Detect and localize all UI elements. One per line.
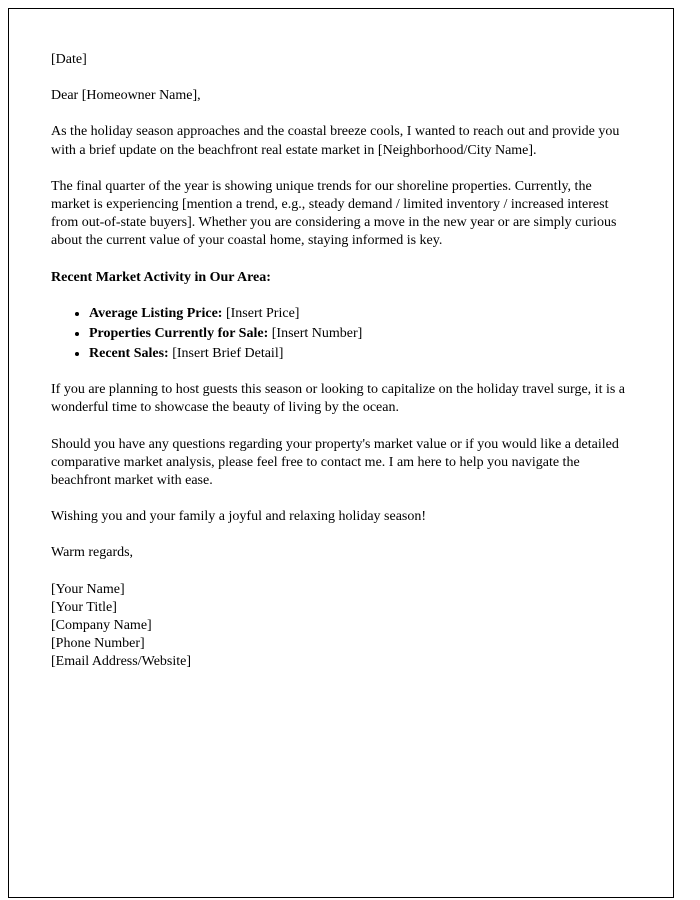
- bullet-value-recent-sales: [Insert Brief Detail]: [168, 346, 284, 362]
- signature-email-placeholder: [Email Address/Website]: [51, 654, 192, 670]
- paragraph-holiday-wishes: Wishing you and your family a joyful and relaxing holiday season!: [51, 509, 427, 525]
- signature-company-placeholder: [Company Name]: [51, 617, 152, 633]
- market-activity-list: [51, 305, 631, 364]
- bullet-label-properties-for-sale: Properties Currently for Sale:: [89, 325, 269, 341]
- bullet-value-properties-for-sale: [Insert Number]: [268, 325, 363, 341]
- paragraph-market-trends: The final quarter of the year is showing unique trends for our shoreline properties. Currently, the market is experiencing [mention a trend, e.g., steady demand / limited inventory / increased interest from out-of-state buyers]. Whether you are considering a move in the new year or are simply curious about the current value of your coastal home, staying informed is key.: [51, 178, 617, 249]
- salutation: Dear [Homeowner Name],: [51, 88, 201, 104]
- date-placeholder: [Date]: [51, 52, 87, 67]
- signature-name-placeholder: [Your Name]: [51, 581, 125, 597]
- letter-body: [51, 51, 631, 672]
- bullet-value-average-listing-price: [Insert Price]: [222, 305, 300, 321]
- paragraph-intro: As the holiday season approaches and the coastal breeze cools, I wanted to reach out and provide you with a brief update on the beachfront real estate market in [Neighborhood/City Name].: [51, 124, 620, 158]
- letter-page: [8, 8, 674, 898]
- signature-phone-placeholder: [Phone Number]: [51, 636, 145, 652]
- paragraph-contact: Should you have any questions regarding your property's market value or if you would like a detailed comparative market analysis, please feel free to contact me. I am here to help you navigate the beachfront market with ease.: [51, 436, 619, 488]
- list-item: [89, 305, 631, 323]
- paragraph-hosting: If you are planning to host guests this season or looking to capitalize on the holiday travel surge, it is a wonderful time to showcase the beauty of living by the ocean.: [51, 382, 626, 416]
- closing: Warm regards,: [51, 545, 134, 561]
- section-heading-market-activity: Recent Market Activity in Our Area:: [51, 269, 271, 285]
- signature-title-placeholder: [Your Title]: [51, 599, 117, 615]
- list-item: [89, 325, 631, 343]
- bullet-label-average-listing-price: Average Listing Price:: [89, 305, 223, 321]
- signature-block: [51, 581, 631, 672]
- bullet-label-recent-sales: Recent Sales:: [89, 346, 169, 362]
- list-item: [89, 345, 631, 363]
